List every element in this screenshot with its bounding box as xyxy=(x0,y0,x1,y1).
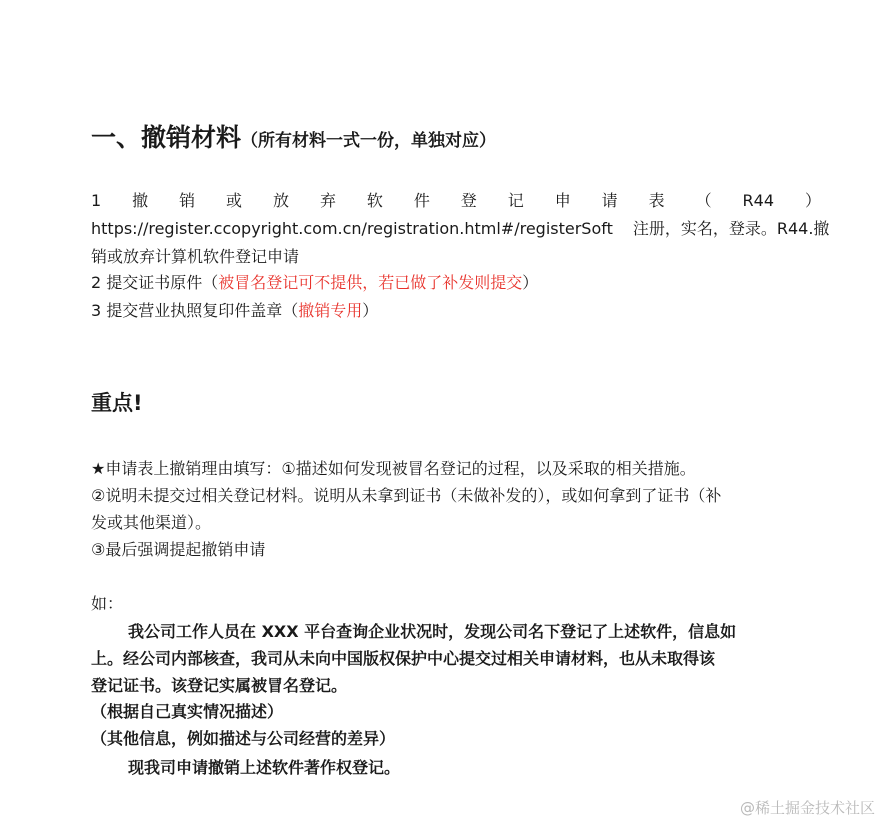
item2-suffix: ） xyxy=(522,273,539,292)
item1-char: ） xyxy=(804,191,821,210)
item1-char: 表 xyxy=(648,191,665,210)
key-point-line-2: ②说明未提交过相关登记材料。说明从未拿到证书（未做补发的），或如何拿到了证书（补 xyxy=(91,486,722,505)
key-point-line-3: 发或其他渠道）。 xyxy=(91,513,212,532)
example-note-2: （其他信息，例如描述与公司经营的差异） xyxy=(91,729,396,748)
item1-char: 请 xyxy=(601,191,618,210)
section-title-text: 一、撤销材料 xyxy=(91,123,242,152)
example-paragraph-line-1: 我公司工作人员在 XXX 平台查询企业状况时，发现公司名下登记了上述软件，信息如 xyxy=(128,622,737,641)
item2-line xyxy=(91,272,538,294)
item1-char: 或 xyxy=(226,191,243,210)
item1-char: 申 xyxy=(554,191,571,210)
item3-red-note: 撤销专用 xyxy=(298,301,363,320)
registration-url: https://register.ccopyright.com.cn/registration.html#/registerSoft xyxy=(91,219,613,238)
example-paragraph-line-2: 上。经公司内部核查，我司从未向中国版权保护中心提交过相关申请材料，也从未取得该 xyxy=(91,649,716,668)
item1-char: 弃 xyxy=(319,191,336,210)
item1-line3: 销或放弃计算机软件登记申请 xyxy=(91,247,300,266)
key-point-line-4: ③最后强调提起撤销申请 xyxy=(91,540,266,559)
item1-line1 xyxy=(91,190,821,212)
example-label: 如： xyxy=(91,594,124,613)
item1-char: R44 xyxy=(742,191,774,210)
item1-char: 放 xyxy=(272,191,289,210)
item1-char: 销 xyxy=(179,191,196,210)
item1-char: 记 xyxy=(507,191,524,210)
key-points-title: 重点! xyxy=(91,391,143,415)
item1-char: （ xyxy=(695,191,712,210)
section-title-note: （所有材料一式一份，单独对应） xyxy=(241,131,497,151)
item2-red-note: 被冒名登记可不提供，若已做了补发则提交 xyxy=(218,273,523,292)
item1-char: 撤 xyxy=(132,191,149,210)
item3-line xyxy=(91,300,378,322)
key-point-line-1: ★申请表上撤销理由填写：①描述如何发现被冒名登记的过程，以及采取的相关措施。 xyxy=(91,459,696,478)
example-note-1: （根据自己真实情况描述） xyxy=(91,702,284,721)
item3-prefix: 3 提交营业执照复印件盖章（ xyxy=(91,301,299,320)
example-paragraph-line-3: 登记证书。该登记实属被冒名登记。 xyxy=(91,676,348,695)
item3-suffix: ） xyxy=(362,301,379,320)
item1-char: 登 xyxy=(460,191,477,210)
item1-char: 软 xyxy=(366,191,383,210)
watermark: @稀土掘金技术社区 xyxy=(739,799,875,817)
item1-steps: 注册，实名，登录。R44.撤 xyxy=(632,219,830,238)
example-closing-line: 现我司申请撤销上述软件著作权登记。 xyxy=(128,758,401,777)
item1-line2 xyxy=(91,218,829,240)
section-title-revoke-materials xyxy=(91,120,496,159)
item1-char: 1 xyxy=(91,191,102,210)
item2-prefix: 2 提交证书原件（ xyxy=(91,273,219,292)
item1-char: 件 xyxy=(413,191,430,210)
